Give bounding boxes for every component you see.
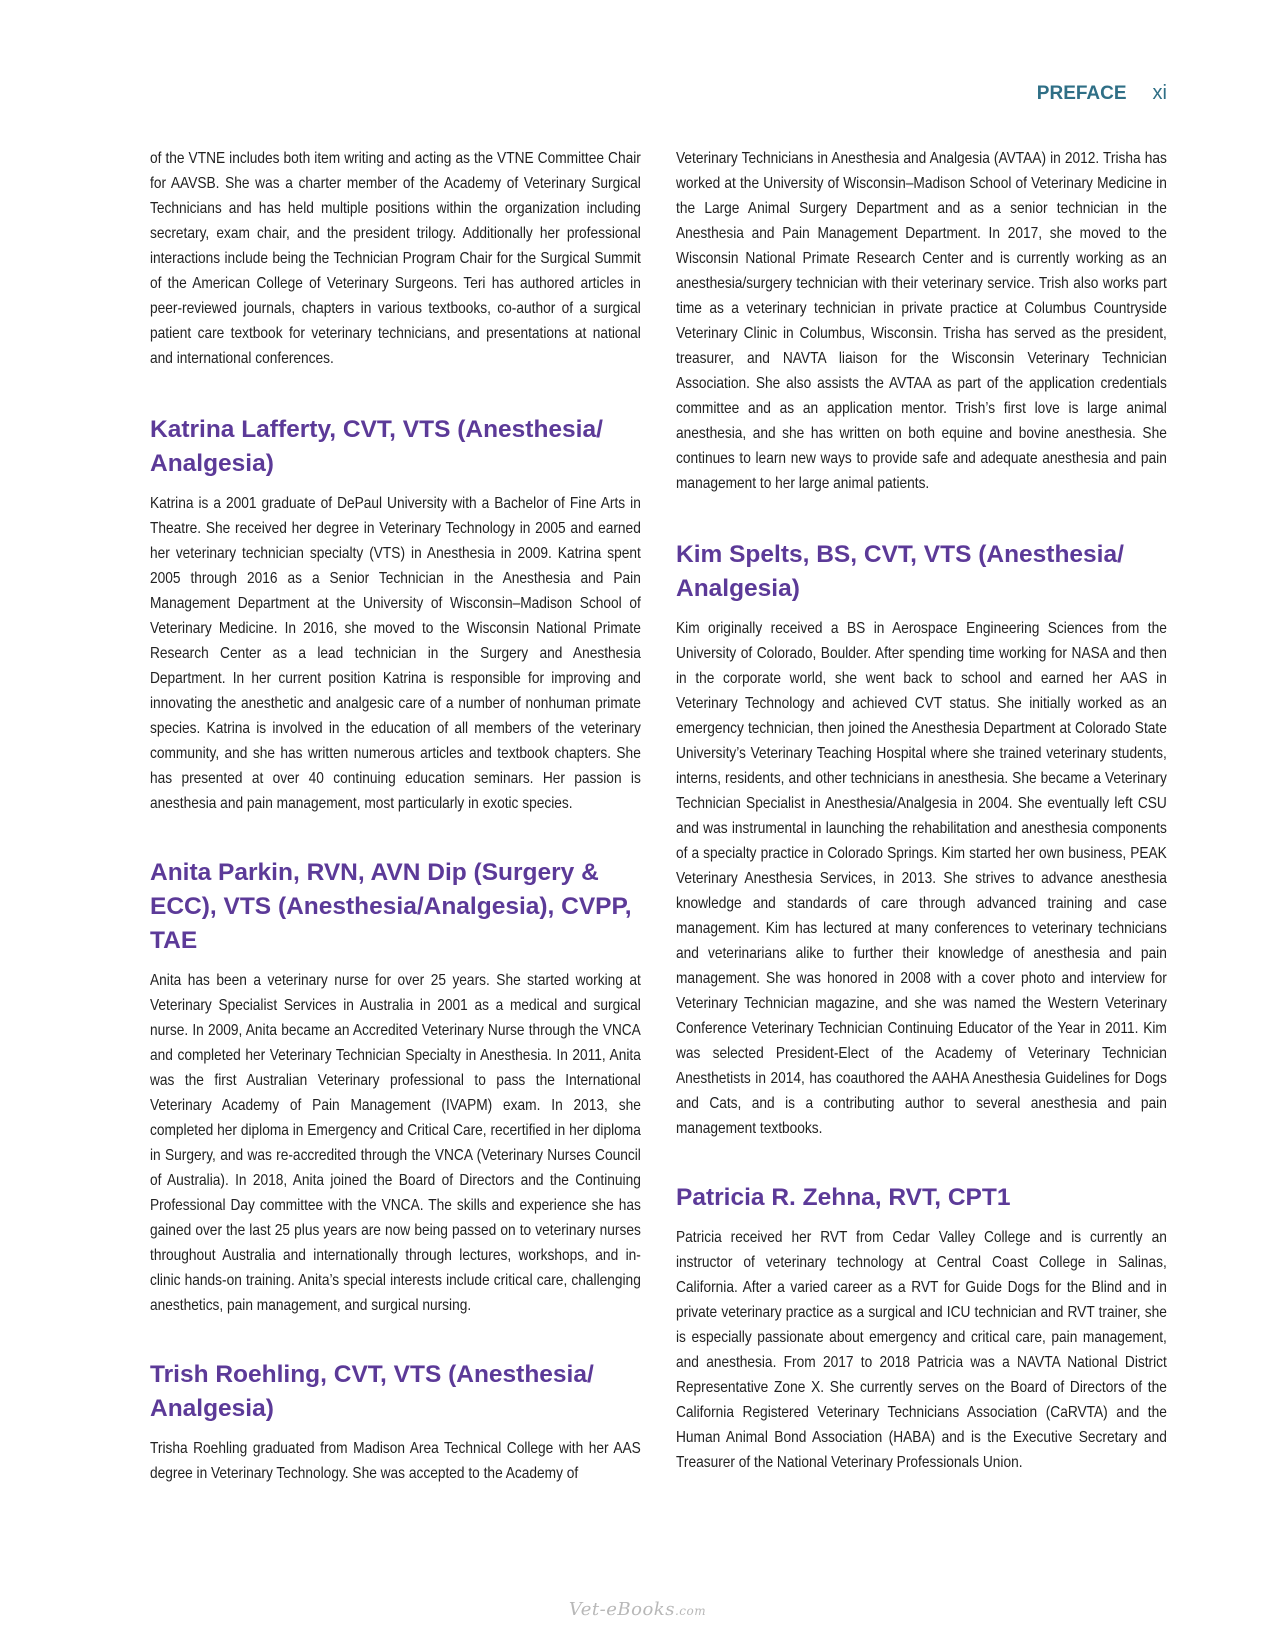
watermark-suffix: .com bbox=[674, 1604, 707, 1618]
bio-heading-kim-spelts: Kim Spelts, BS, CVT, VTS (Anesthesia/ Analgesia) bbox=[676, 541, 1124, 602]
right-column bbox=[676, 146, 1167, 1475]
continued-paragraph: of the VTNE includes both item writing and acting as the VTNE Committee Chair for AAVSB. She was a charter member of the Academy of Veterinary Surgical Technicians and has held multiple positions within the organization including secretary, exam chair, and the president trilogy. Additionally her professional interactions include being the Technician Program Chair for the Surgical Summit of the American College of Veterinary Surgeons. Teri has authored articles in peer-reviewed journals, chapters in various textbooks, co-author of a surgical patient care textbook for veterinary technicians, and presentations at national and international conferences. bbox=[150, 150, 641, 367]
left-column bbox=[150, 146, 641, 1486]
watermark-main: Vet-eBooks bbox=[568, 1599, 675, 1620]
bio-text-kim-spelts: Kim originally received a BS in Aerospace Engineering Sciences from the University of Colorado, Boulder. After spending time working for NASA and then in the corporate world, she went back to school and earned her AAS in Veterinary Technology and achieved CVT status. She initially worked as an emergency technician, then joined the Anesthesia Department at Colorado State University’s Veterinary Teaching Hospital where she trained veterinary students, interns, residents, and other technicians in anesthesia. She became a Veterinary Technician Specialist in Anesthesia/Analgesia in 2004. She eventually left CSU and was instrumental in launching the rehabilitation and anesthesia components of a specialty practice in Colorado Springs. Kim started her own business, PEAK Veterinary Anesthesia Services, in 2013. She strives to advance anesthesia knowledge and standards of care through advanced training and case management. Kim has lectured at many conferences to veterinary technicians and veterinarians alike to further their knowledge of anesthesia and pain management. She was honored in 2008 with a cover photo and interview for Veterinary Technician magazine, and she was named the Western Veterinary Conference Veterinary Technician Continuing Educator of the Year in 2011. Kim was selected President-Elect of the Academy of Veterinary Technician Anesthetists in 2014, has coauthored the AAHA Anesthesia Guidelines for Dogs and Cats, and is a contributing author to several anesthesia and pain management textbooks. bbox=[676, 620, 1167, 1137]
section-title: PREFACE bbox=[1036, 83, 1127, 104]
bio-heading-patricia-zehna: Patricia R. Zehna, RVT, CPT1 bbox=[676, 1184, 1011, 1211]
bio-text-trish-roehling: Trisha Roehling graduated from Madison Area Technical College with her AAS degree in Veterinary Technology. She was accepted to the Academy of bbox=[150, 1440, 641, 1482]
watermark-logo bbox=[0, 1599, 1275, 1620]
bio-text-katrina-lafferty: Katrina is a 2001 graduate of DePaul University with a Bachelor of Fine Arts in Theatre. She received her degree in Veterinary Technology in 2005 and earned her veterinary technician specialty (VTS) in Anesthesia in 2009. Katrina spent 2005 through 2016 as a Senior Technician in the Anesthesia and Pain Management Department at the University of Wisconsin–Madison School of Veterinary Medicine. In 2016, she moved to the Wisconsin National Primate Research Center as a lead technician in the Surgery and Anesthesia Department. In her current position Katrina is responsible for improving and innovating the anesthetic and analgesic care of a number of nonhuman primate species. Katrina is involved in the education of all members of the veterinary community, and she has written numerous articles and textbook chapters. She has presented at over 40 continuing education seminars. Her passion is anesthesia and pain management, most particularly in exotic species. bbox=[150, 495, 641, 812]
bio-heading-trish-roehling: Trish Roehling, CVT, VTS (Anesthesia/ Analgesia) bbox=[150, 1361, 594, 1422]
page-number: xi bbox=[1152, 82, 1167, 104]
bio-text-anita-parkin: Anita has been a veterinary nurse for over 25 years. She started working at Veterinary Specialist Services in Australia in 2001 as a medical and surgical nurse. In 2009, Anita became an Accredited Veterinary Nurse through the VNCA and completed her Veterinary Technician Specialty in Anesthesia. In 2011, Anita was the first Australian Veterinary professional to pass the International Veterinary Academy of Pain Management (IVAPM) exam. In 2013, she completed her diploma in Emergency and Critical Care, recertified in her diploma in Surgery, and was re-accredited through the VNCA (Veterinary Nurses Council of Australia). In 2018, Anita joined the Board of Directors and the Continuing Professional Day committee with the VNCA. The skills and experience she has gained over the last 25 plus years are now being passed on to veterinary nurses throughout Australia and internationally through lectures, workshops, and in-clinic hands-on training. Anita’s special interests include critical care, challenging anesthetics, pain management, and surgical nursing. bbox=[150, 972, 641, 1314]
running-header bbox=[1037, 82, 1167, 105]
bio-heading-katrina-lafferty: Katrina Lafferty, CVT, VTS (Anesthesia/ Analgesia) bbox=[150, 416, 603, 477]
continued-paragraph-trish-roehling: Veterinary Technicians in Anesthesia and Analgesia (AVTAA) in 2012. Trisha has worked at the University of Wisconsin–Madison School of Veterinary Medicine in the Large Animal Surgery Department and as a senior technician in the Anesthesia and Pain Management Department. In 2017, she moved to the Wisconsin National Primate Research Center and is currently working as an anesthesia/surgery technician with their veterinary service. Trish also works part time as a veterinary technician in private practice at Columbus Countryside Veterinary Clinic in Columbus, Wisconsin. Trisha has served as the president, treasurer, and NAVTA liaison for the Wisconsin Veterinary Technician Association. She also assists the AVTAA as part of the application credentials committee and as an application mentor. Trish’s first love is large animal anesthesia, and she has written on both equine and bovine anesthesia. She continues to learn new ways to provide safe and adequate anesthesia and pain management to her large animal patients. bbox=[676, 150, 1167, 492]
bio-text-patricia-zehna: Patricia received her RVT from Cedar Valley College and is currently an instructor of veterinary technology at Central Coast College in Salinas, California. After a varied career as a RVT for Guide Dogs for the Blind and in private veterinary practice as a surgical and ICU technician and RVT trainer, she is especially passionate about emergency and critical care, pain management, and anesthesia. From 2017 to 2018 Patricia was a NAVTA National District Representative Zone X. She currently serves on the Board of Directors of the California Registered Veterinary Technicians Association (CaRVTA) and the Human Animal Bond Association (HABA) and is the Executive Secretary and Treasurer of the National Veterinary Professionals Union. bbox=[676, 1229, 1167, 1471]
bio-heading-anita-parkin: Anita Parkin, RVN, AVN Dip (Surgery & ECC), VTS (Anesthesia/Analgesia), CVPP, TAE bbox=[150, 859, 632, 954]
